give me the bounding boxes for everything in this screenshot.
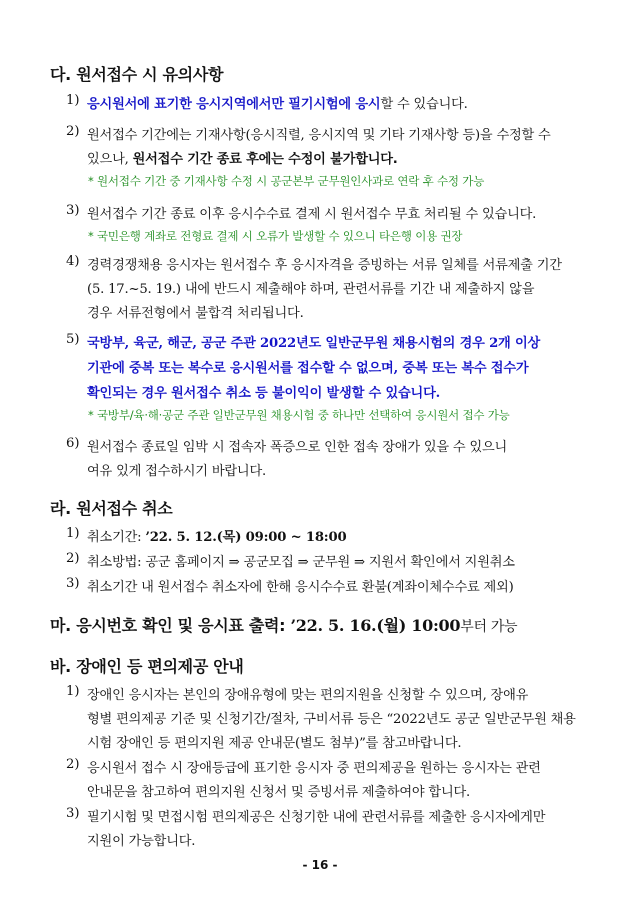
section-ba-title: 바. 장애인 등 편의제공 안내	[50, 657, 244, 676]
ba-item3-line2: 지원이 가능합니다.	[87, 834, 196, 849]
ba-item2-line1: 응시원서 접수 시 장애등급에 표기한 응시자 중 편의제공을 원하는 응시자는 관련	[87, 761, 541, 776]
da-item4-line1: 경력경쟁채용 응시자는 원서접수 후 응시자격을 증빙하는 서류 일체를 서류제출 기간	[87, 258, 562, 273]
da-item5-note: * 국방부/육·해·공군 주관 일반군무원 채용시험 중 하나만 선택하여 응시원서 접수 가능	[88, 408, 510, 422]
item-number: 3)	[66, 576, 80, 591]
ba-item1-line1: 장애인 응시자는 본인의 장애유형에 맞는 편의지원을 신청할 수 있으며, 장애유	[87, 688, 529, 703]
da-item5-line1: 국방부, 육군, 해군, 공군 주관 2022년도 일반군무원 채용시험의 경우 2개 이상	[87, 336, 541, 351]
da-item4-line3: 경우 서류전형에서 불합격 처리됩니다.	[87, 306, 304, 321]
da-item5-line2: 기관에 중복 또는 복수로 응시원서를 접수할 수 없으며, 중복 또는 복수 접수가	[87, 361, 529, 376]
section-ma-title: 마. 응시번호 확인 및 응시표 출력:	[50, 616, 291, 635]
da-item3-line1: 원서접수 기간 종료 이후 응시수수료 결제 시 원서접수 무효 처리될 수 있습니다.	[87, 207, 537, 222]
da-item6-line2: 여유 있게 접수하시기 바랍니다.	[87, 464, 266, 479]
item-number: 3)	[66, 806, 80, 821]
da-item2-line2a: 있으나,	[87, 152, 133, 167]
da-item2-emphasis: 원서접수 기간 종료 후에는 수정이 불가합니다.	[132, 152, 398, 167]
section-ma-rest: 부터 가능	[460, 619, 518, 635]
item-number: 2)	[66, 124, 80, 139]
section-ma-heading	[50, 613, 517, 636]
ba-item2-line2: 안내문을 참고하여 편의지원 신청서 및 증빙서류 제출하여야 합니다.	[87, 785, 471, 800]
ra-item1-text	[87, 526, 346, 545]
ba-item1-line3: 시험 장애인 등 편의지원 제공 안내문(별도 첨부)”를 참고바랍니다.	[87, 736, 462, 751]
ba-item3-line1: 필기시험 및 면접시험 편의제공은 신청기한 내에 관련서류를 제출한 응시자에게만	[87, 810, 546, 825]
page-number: - 16 -	[302, 858, 338, 872]
section-ra-title: 라. 원서접수 취소	[50, 499, 173, 518]
item-number: 1)	[66, 684, 80, 699]
da-item1-rest: 할 수 있습니다.	[380, 97, 468, 112]
item-number: 5)	[66, 332, 80, 347]
da-item5-line3: 확인되는 경우 원서접수 취소 등 불이익이 발생할 수 있습니다.	[87, 386, 440, 401]
item-number: 2)	[66, 551, 80, 566]
item-number: 1)	[66, 93, 80, 108]
item-number: 6)	[66, 436, 80, 451]
da-item1-text	[87, 93, 468, 112]
ba-item1-line2: 형별 편의제공 기준 및 신청기간/절차, 구비서류 등은 “2022년도 공군 일반군무원 채용	[87, 712, 576, 727]
ra-item3-text: 취소기간 내 원서접수 취소자에 한해 응시수수료 환불(계좌이체수수료 제외)	[87, 580, 514, 595]
item-number: 4)	[66, 254, 80, 269]
item-number: 3)	[66, 203, 80, 218]
item-number: 1)	[66, 526, 80, 541]
section-da-title: 다. 원서접수 시 유의사항	[50, 65, 224, 84]
ra-item2-text: 취소방법: 공군 홈페이지 ⇒ 공군모집 ⇒ 군무원 ⇒ 지원서 확인에서 지원취소	[87, 555, 515, 570]
item-number: 2)	[66, 757, 80, 772]
da-item6-line1: 원서접수 종료일 임박 시 접속자 폭증으로 인한 접속 장애가 있을 수 있으니	[87, 440, 508, 455]
da-item4-line2: (5. 17.~5. 19.) 내에 반드시 제출해야 하며, 관련서류를 기간 내 제출하지 않을	[87, 282, 535, 297]
da-item2-note: * 원서접수 기간 중 기재사항 수정 시 공군본부 군무원인사과로 연락 후 수정 가능	[88, 174, 485, 188]
da-item2-line1: 원서접수 기간에는 기재사항(응시직렬, 응시지역 및 기타 기재사항 등)을 수정할 수	[87, 128, 551, 143]
da-item3-note: * 국민은행 계좌로 전형료 결제 시 오류가 발생할 수 있으니 타은행 이용 권장	[88, 229, 463, 243]
da-item2-line2	[87, 148, 398, 167]
ra-item1-value: ’22. 5. 12.(목) 09:00 ~ 18:00	[145, 530, 347, 545]
ra-item1-label: 취소기간:	[87, 530, 146, 545]
section-ma-date: ’22. 5. 16.(월) 10:00	[290, 616, 461, 635]
da-item1-emphasis: 응시원서에 표기한 응시지역에서만 필기시험에 응시	[87, 97, 381, 112]
